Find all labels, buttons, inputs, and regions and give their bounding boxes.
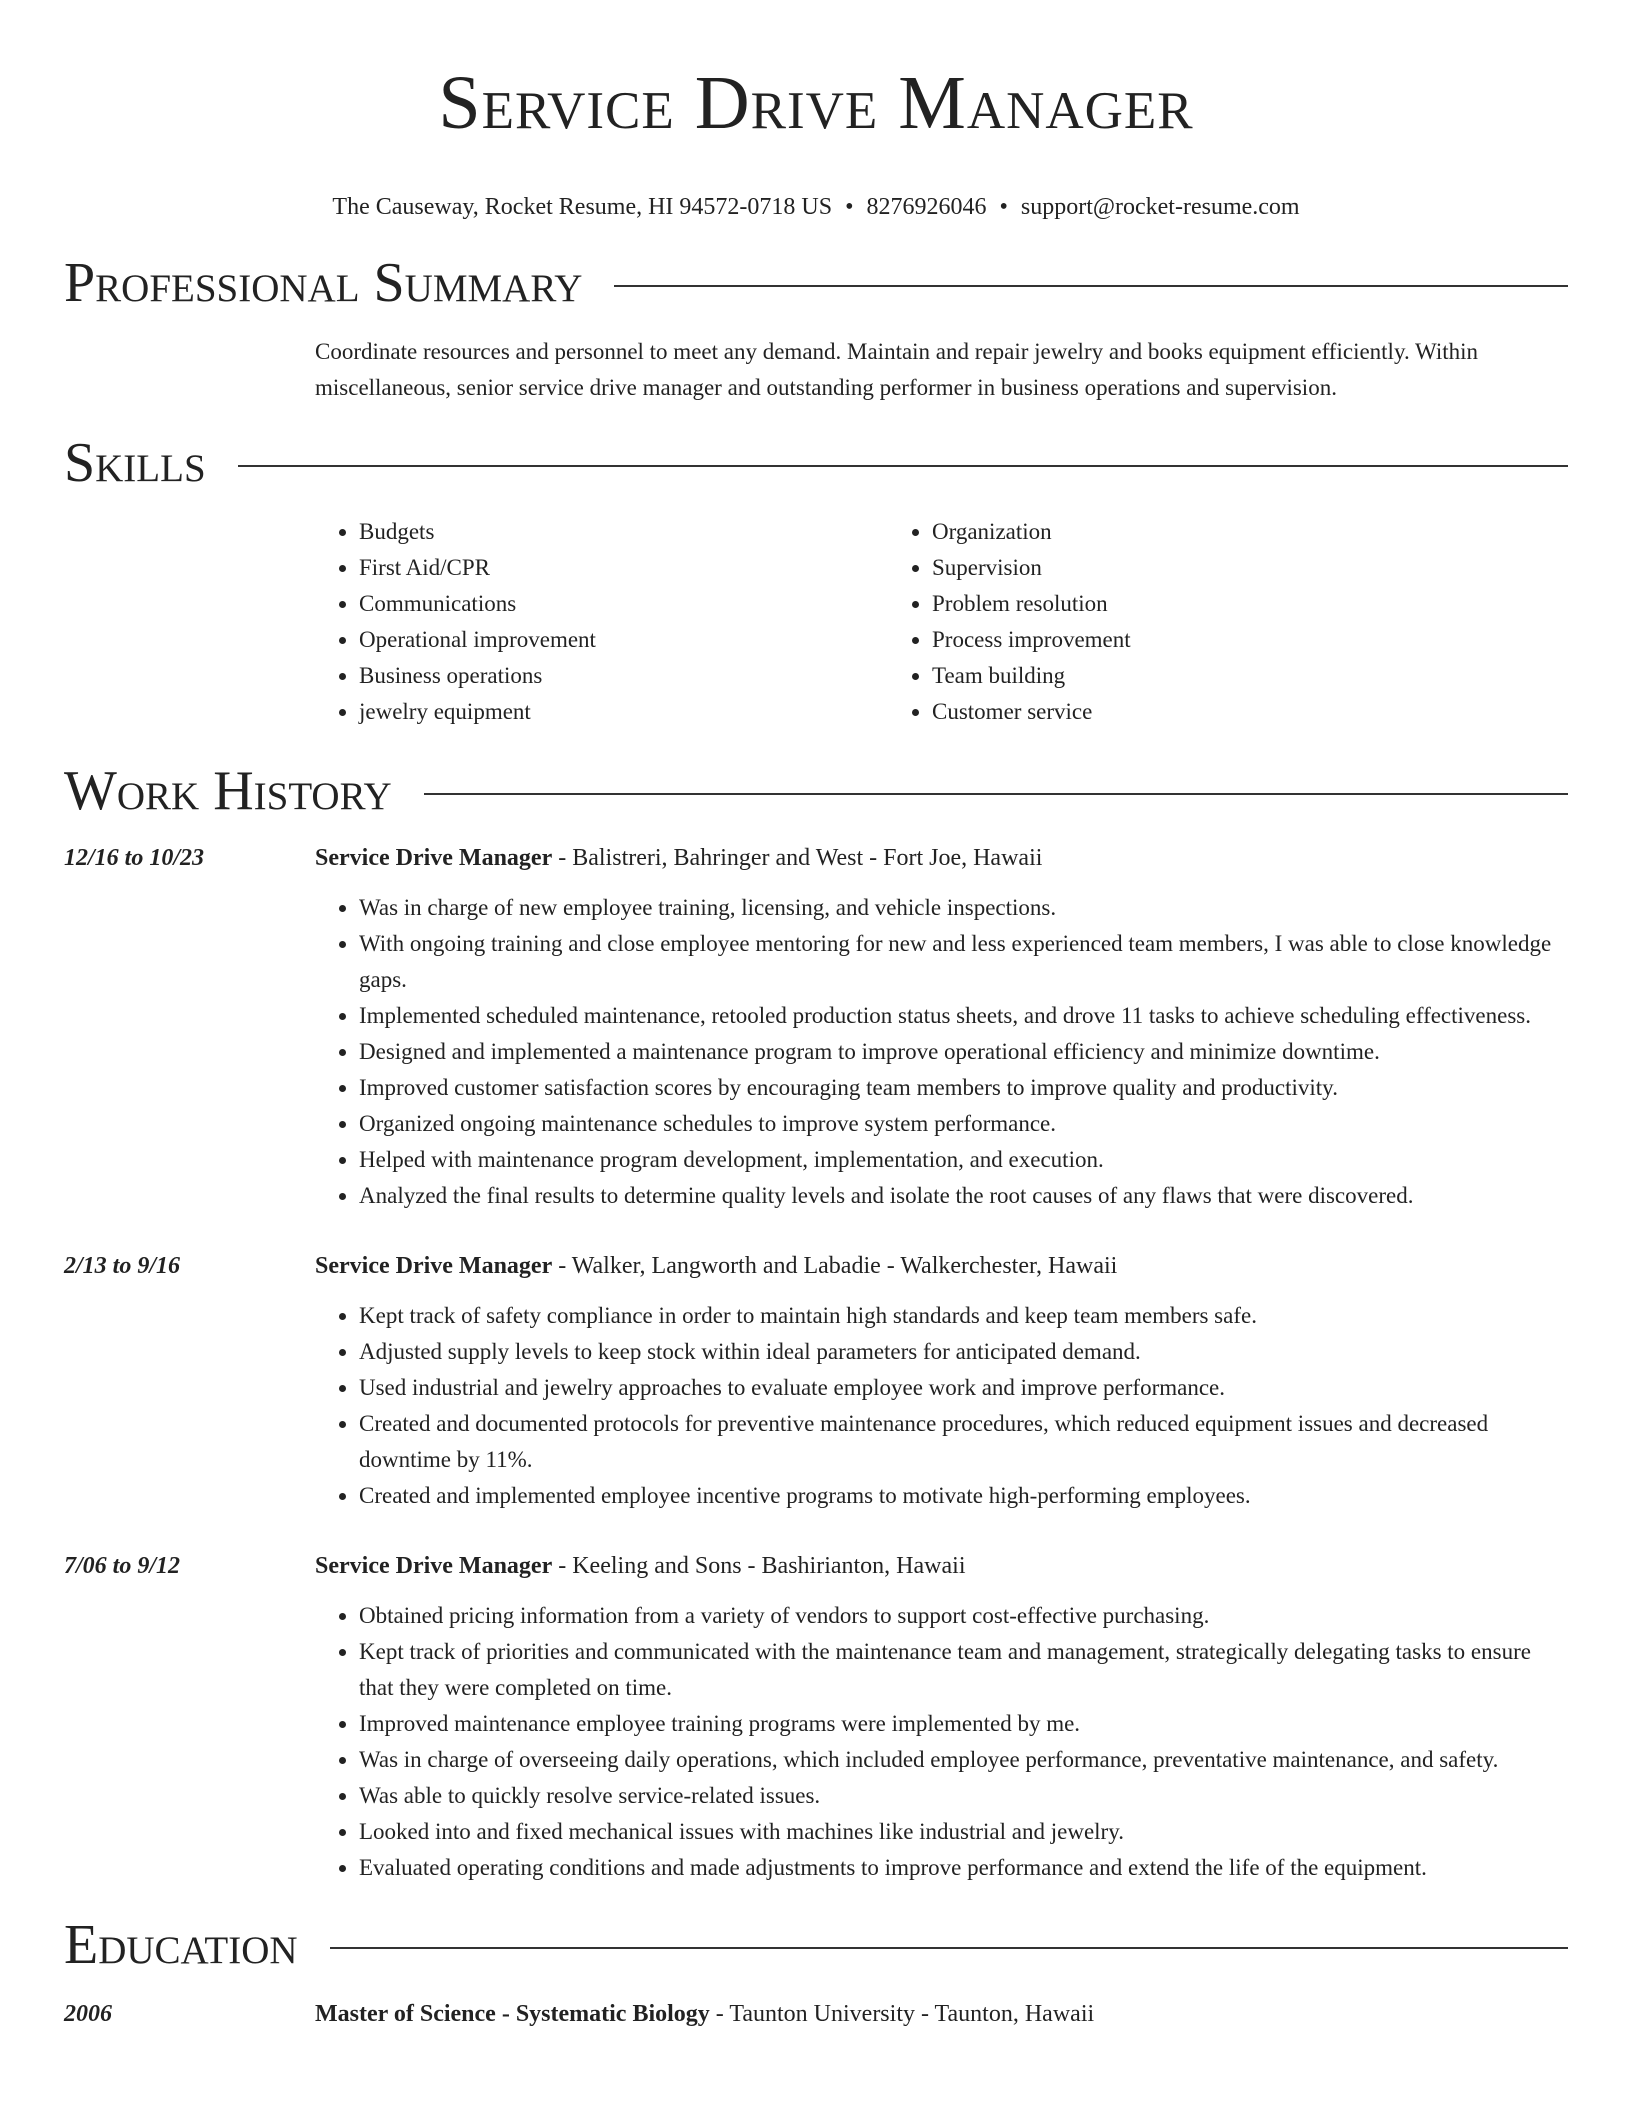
- section-divider: [614, 285, 1568, 287]
- section-divider: [424, 793, 1568, 795]
- contact-line: [64, 192, 1568, 222]
- section-divider: [238, 465, 1568, 467]
- skill-item: • Process improvement: [932, 622, 1461, 658]
- job-bullet: • Created and documented protocols for preventive maintenance procedures, which reduced equipment issues and decreased downtime by 11%.: [359, 1406, 1568, 1478]
- resume-name: Service Drive Manager: [438, 61, 1194, 145]
- job-bullet: • Analyzed the final results to determine quality levels and isolate the root causes of any flaws that were discovered.: [359, 1178, 1568, 1214]
- job-bullet: • Kept track of safety compliance in order to maintain high standards and keep team members safe.: [359, 1298, 1568, 1334]
- contact-email[interactable]: support@rocket-resume.com: [1020, 194, 1300, 220]
- job-employer: - Keeling and Sons - Bashirianton, Hawaii: [552, 1553, 966, 1579]
- summary-title: Professional Summary: [64, 252, 583, 314]
- job-entry: [64, 1548, 1568, 1886]
- job-bullet: • Looked into and fixed mechanical issues with machines like industrial and jewelry.: [359, 1814, 1568, 1850]
- contact-separator: •: [845, 194, 854, 220]
- job-bullet: • Improved customer satisfaction scores by encouraging team members to improve quality and productivity.: [359, 1070, 1568, 1106]
- job-bullet: • Improved maintenance employee training programs were implemented by me.: [359, 1706, 1568, 1742]
- job-role: Service Drive Manager: [315, 845, 553, 871]
- skills-section-header: [64, 430, 1568, 496]
- job-employer: - Walker, Langworth and Labadie - Walkerchester, Hawaii: [552, 1253, 1118, 1279]
- job-bullet: • Was in charge of new employee training, licensing, and vehicle inspections.: [359, 890, 1568, 926]
- job-bullet: • Was able to quickly resolve service-related issues.: [359, 1778, 1568, 1814]
- skills-title: Skills: [64, 432, 206, 494]
- skill-item: • First Aid/CPR: [359, 550, 888, 586]
- job-body: [315, 1248, 1568, 1514]
- job-employer: - Balistreri, Bahringer and West - Fort Joe, Hawaii: [552, 845, 1043, 871]
- job-role: Service Drive Manager: [315, 1253, 553, 1279]
- job-role: Service Drive Manager: [315, 1553, 553, 1579]
- education-section-header: [64, 1912, 1568, 1978]
- job-bullet: • Kept track of priorities and communicated with the maintenance team and management, strategically delegating tasks to ensure that they were completed on time.: [359, 1634, 1568, 1706]
- job-bullet: • Obtained pricing information from a variety of vendors to support cost-effective purchasing.: [359, 1598, 1568, 1634]
- education-entry: [64, 1996, 1568, 2032]
- summary-text: Coordinate resources and personnel to meet any demand. Maintain and repair jewelry and books equipment efficiently. Within miscellaneous, senior service drive manager and outstanding performer in business operations and supervision.: [315, 339, 1478, 400]
- education-body: [315, 1996, 1568, 2032]
- job-bullet: • Adjusted supply levels to keep stock within ideal parameters for anticipated demand.: [359, 1334, 1568, 1370]
- skills-list: [315, 514, 1568, 730]
- skill-item: • Supervision: [932, 550, 1461, 586]
- skills-column-right: [888, 514, 1461, 730]
- contact-separator: •: [999, 194, 1008, 220]
- skill-item: • Problem resolution: [932, 586, 1461, 622]
- job-body: [315, 1548, 1568, 1886]
- work-section-header: [64, 758, 1568, 824]
- job-bullet: • Used industrial and jewelry approaches to evaluate employee work and improve performance.: [359, 1370, 1568, 1406]
- job-bullet: • Was in charge of overseeing daily operations, which included employee performance, preventative maintenance, and safety.: [359, 1742, 1568, 1778]
- job-dates: 7/06 to 9/12: [64, 1553, 181, 1579]
- education-title: Education: [64, 1914, 298, 1976]
- education-degree: Master of Science - Systematic Biology: [315, 2001, 710, 2027]
- skill-item: • Operational improvement: [359, 622, 888, 658]
- job-title: [315, 1248, 1568, 1284]
- contact-address: The Causeway, Rocket Resume, HI 94572-0718 US: [332, 194, 833, 220]
- skill-item: • Organization: [932, 514, 1461, 550]
- education-school: - Taunton University - Taunton, Hawaii: [709, 2001, 1095, 2027]
- skill-item: • Business operations: [359, 658, 888, 694]
- education-year: 2006: [64, 2001, 112, 2027]
- job-bullet: • Organized ongoing maintenance schedules to improve system performance.: [359, 1106, 1568, 1142]
- summary-section-header: [64, 250, 1568, 316]
- skill-item: • Customer service: [932, 694, 1461, 730]
- job-bullet: • Designed and implemented a maintenance program to improve operational efficiency and minimize downtime.: [359, 1034, 1568, 1070]
- job-body: [315, 840, 1568, 1214]
- job-bullet: • Helped with maintenance program development, implementation, and execution.: [359, 1142, 1568, 1178]
- job-bullets: [315, 1598, 1568, 1886]
- job-title: [315, 840, 1568, 876]
- job-entry: [64, 840, 1568, 1214]
- job-bullet: • With ongoing training and close employee mentoring for new and less experienced team members, I was able to close knowledge gaps.: [359, 926, 1568, 998]
- section-divider: [330, 1947, 1568, 1949]
- skills-column-left: [315, 514, 888, 730]
- job-dates: 2/13 to 9/16: [64, 1253, 181, 1279]
- job-title: [315, 1548, 1568, 1584]
- skill-item: • Team building: [932, 658, 1461, 694]
- skill-item: • Communications: [359, 586, 888, 622]
- job-bullets: [315, 1298, 1568, 1514]
- skill-item: • Budgets: [359, 514, 888, 550]
- job-bullets: [315, 890, 1568, 1214]
- job-bullet: • Evaluated operating conditions and made adjustments to improve performance and extend the life of the equipment.: [359, 1850, 1568, 1886]
- skill-item: • jewelry equipment: [359, 694, 888, 730]
- contact-phone: 8276926046: [866, 194, 987, 220]
- job-dates: 12/16 to 10/23: [64, 845, 205, 871]
- work-title: Work History: [64, 760, 392, 822]
- job-bullet: • Implemented scheduled maintenance, retooled production status sheets, and drove 11 tasks to achieve scheduling effectiveness.: [359, 998, 1568, 1034]
- job-entry: [64, 1248, 1568, 1514]
- job-bullet: • Created and implemented employee incentive programs to motivate high-performing employees.: [359, 1478, 1568, 1514]
